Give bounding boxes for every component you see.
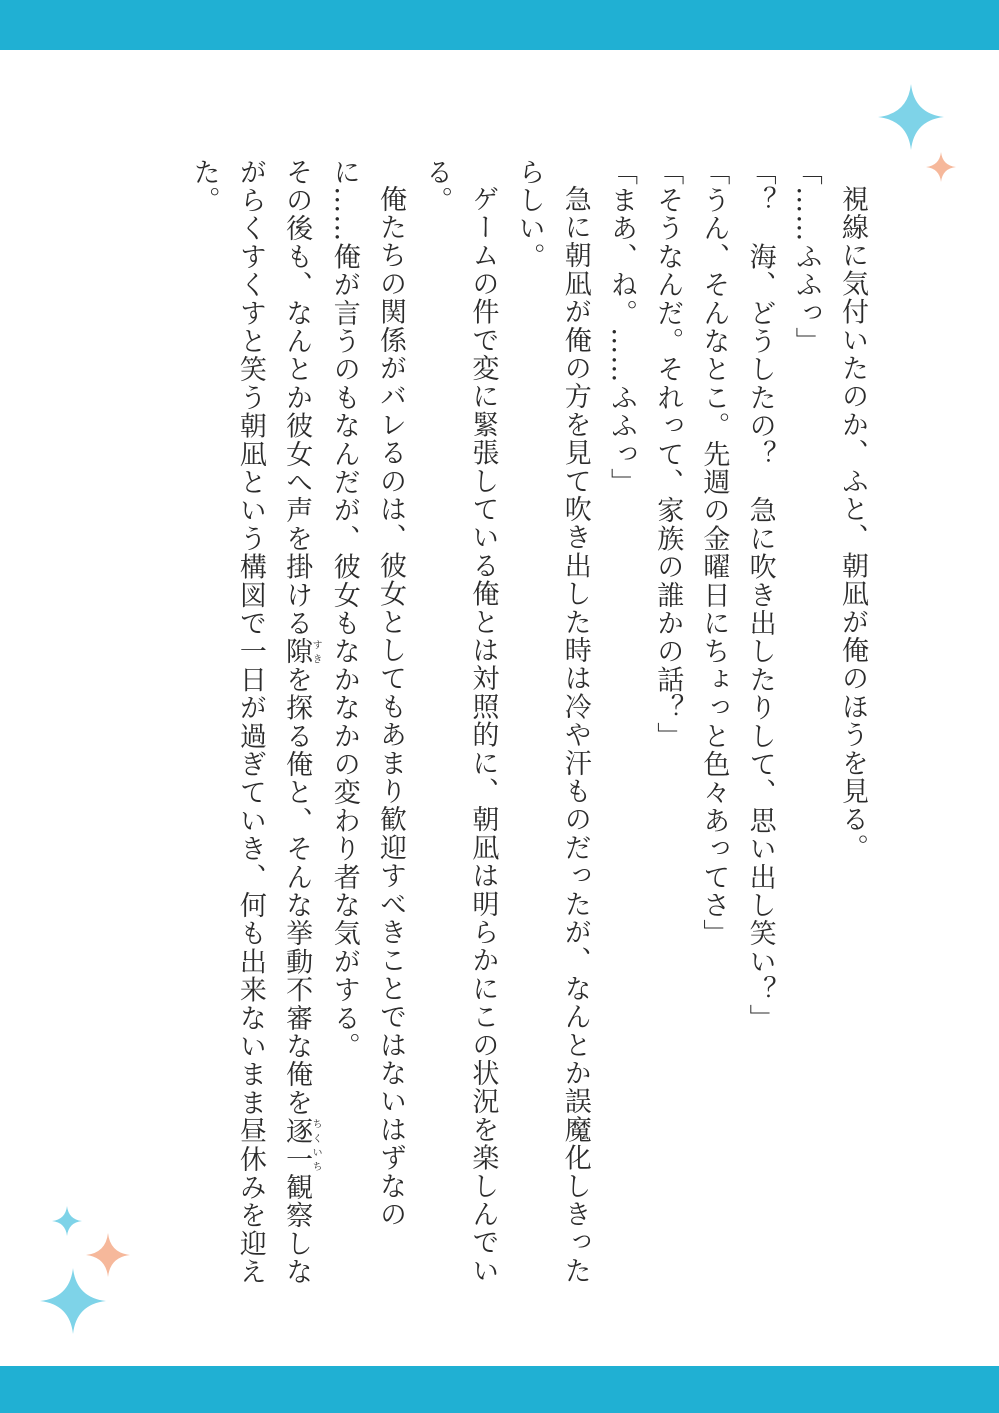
dialogue-line: 「？ 海、どうしたの？ 急に吹き出したりして、思い出し笑い？」 xyxy=(744,158,776,1033)
bottom-band xyxy=(0,1366,999,1413)
top-band xyxy=(0,0,999,50)
paragraph: 急に朝凪が俺の方を見て吹き出した時は冷や汗ものだったが、なんとか誤魔化しきったらしい。 xyxy=(513,158,591,1285)
sparkle-large-blue-icon xyxy=(878,84,944,150)
sparkle-small-blue-icon xyxy=(52,1206,82,1236)
ruby-reading: ちくいち xyxy=(310,1116,322,1174)
dialogue-line: 「……ふふっ」 xyxy=(790,158,822,356)
novel-text xyxy=(115,158,875,1298)
paragraph: 視線に気付いたのか、ふと、朝凪が俺のほうを見る。 xyxy=(837,185,868,862)
ruby-chikuichi xyxy=(281,1116,322,1174)
dialogue-line: 「うん、そんなとこ。先週の金曜日にちょっと色々あってさ」 xyxy=(698,158,730,948)
text-run: を探る俺と、そんな挙動不審な俺を xyxy=(281,665,313,1117)
dialogue-line: 「まあ、ね。……ふふっ」 xyxy=(605,158,637,497)
sparkle-small-peach-icon xyxy=(926,152,956,182)
dialogue-line: 「そうなんだ。それって、家族の誰かの話？」 xyxy=(652,158,684,751)
ruby-reading: すき xyxy=(310,637,322,666)
paragraph: 俺たちの関係がバレるのは、彼女としてもあまり歓迎すべきことではないはずなのに……俺が言うのもなんだが、彼女もなかなかの変わり者な気がする。 xyxy=(328,158,406,1229)
ruby-suki xyxy=(281,637,322,666)
text-run: その後も、なんとか彼女へ声を掛ける xyxy=(281,158,313,638)
text-run: 観察しながらくすくすと笑う朝凪という構図で一日が過ぎていき、何も出来ないまま昼休みを迎えた。 xyxy=(188,158,313,1287)
ruby-base: 隙 xyxy=(281,637,313,666)
ruby-base: 逐一 xyxy=(281,1116,313,1174)
paragraph: ゲームの件で変に緊張している俺とは対照的に、朝凪は明らかにこの状況を楽しんでいる。 xyxy=(421,158,499,1285)
paragraph xyxy=(180,158,320,1298)
sparkle-large-blue-icon xyxy=(40,1268,106,1334)
